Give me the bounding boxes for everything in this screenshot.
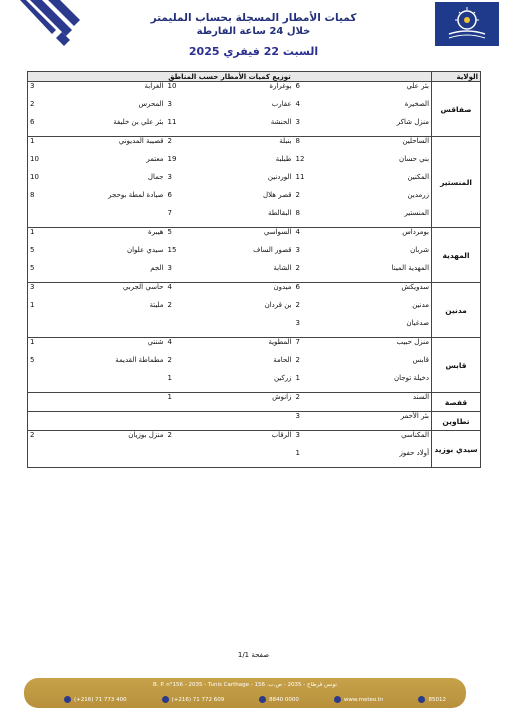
station-name: المنستير <box>404 209 430 217</box>
station-name: زانوش <box>224 393 294 412</box>
station-name: بئر الأحمر <box>329 412 432 431</box>
rain-value: 1 <box>294 449 329 468</box>
rain-value: 3 <box>294 431 329 450</box>
table-row <box>28 374 481 393</box>
station-name: الرقاب <box>224 431 294 450</box>
station-name: مليتة <box>149 301 164 309</box>
rain-value: 1 <box>166 393 224 412</box>
rain-value <box>28 209 103 228</box>
station-name: الحنشة <box>270 118 292 126</box>
station-name: زركين <box>273 374 292 382</box>
region-header: الولاية <box>432 72 481 82</box>
station-name: الحامة <box>273 356 292 364</box>
distribution-header: توزيع كميات الأمطار حسب المناطق <box>28 72 432 82</box>
station-name: السند <box>329 393 432 412</box>
rain-value: 11 <box>167 118 177 126</box>
station-name <box>103 319 166 338</box>
rain-value: 10 <box>28 173 103 191</box>
station-name: المحرس <box>138 100 164 108</box>
footer-contact-bar <box>24 678 466 708</box>
rain-value: 6 <box>167 191 172 199</box>
station-name: الوردنين <box>267 173 292 181</box>
page-subtitle: خلال 24 ساعة الفارطة <box>196 26 311 37</box>
footer-phone-1: (+216) 71 773 400 <box>74 696 127 703</box>
rain-value: 5 <box>28 356 103 374</box>
station-name: بنبلة <box>224 137 294 156</box>
governorate-name: المهدية <box>432 228 481 283</box>
station-name: منزل بوزيان <box>103 431 166 450</box>
table-row <box>28 191 481 209</box>
rain-value <box>166 319 224 338</box>
rain-value: 3 <box>295 118 300 126</box>
station-name: صيادة لمطة بوحجر <box>108 191 164 199</box>
governorate-name: مدنين <box>432 283 481 338</box>
rain-value: 1 <box>295 374 300 382</box>
station-name: طبلبة <box>275 155 292 163</box>
rain-value: 7 <box>167 209 172 217</box>
table-row <box>28 118 481 137</box>
station-name: السواسي <box>224 228 294 247</box>
rain-value: 4 <box>166 283 224 302</box>
rain-value: 8 <box>28 191 103 209</box>
governorate-name: قفصة <box>432 393 481 412</box>
table-row <box>28 283 481 302</box>
table-row <box>28 82 481 101</box>
table-row <box>28 173 481 191</box>
footer-phone-3: 8840 0000 <box>269 696 299 703</box>
station-name: قابس <box>412 356 430 364</box>
station-name: الشابة <box>273 264 292 272</box>
governorate-name: سيدي بوزيد <box>432 431 481 468</box>
rain-value: 6 <box>28 118 103 137</box>
station-name: بن قردان <box>264 301 292 309</box>
station-name: الصخيرة <box>404 100 430 108</box>
rain-value: 2 <box>295 191 300 199</box>
rain-value: 1 <box>28 137 103 156</box>
rain-value: 2 <box>295 264 300 272</box>
table-row <box>28 228 481 247</box>
station-name: سدويكش <box>329 283 432 302</box>
rain-value <box>28 319 103 338</box>
table-row <box>28 412 481 431</box>
table-row <box>28 209 481 228</box>
station-name: هيبرة <box>103 228 166 247</box>
rain-value: 2 <box>295 356 300 364</box>
table-row <box>28 100 481 118</box>
station-name: بوغرارة <box>224 82 294 101</box>
rain-value: 5 <box>28 264 103 283</box>
rain-value: 19 <box>167 155 177 163</box>
phone-icon <box>64 696 71 703</box>
rain-value: 3 <box>167 100 172 108</box>
rain-value: 4 <box>166 338 224 357</box>
meteo-logo <box>435 2 499 46</box>
rain-value: 2 <box>167 301 172 309</box>
table-row <box>28 449 481 468</box>
rain-value: 2 <box>167 356 172 364</box>
station-name: البقالطة <box>268 209 292 217</box>
rain-value <box>28 374 103 393</box>
footer-sms: 85012 <box>428 696 446 703</box>
station-name: بومرداس <box>329 228 432 247</box>
rain-value: 1 <box>28 228 103 247</box>
table-row <box>28 246 481 264</box>
rain-value <box>28 449 103 468</box>
report-date: السبت 22 فيفري 2025 <box>188 45 319 58</box>
rain-value: 8 <box>294 137 329 156</box>
station-name: سيدي علوان <box>126 246 164 254</box>
rain-value: 5 <box>28 246 103 264</box>
rain-value: 3 <box>294 412 329 431</box>
rain-value: 2 <box>28 100 103 118</box>
rain-value: 3 <box>28 82 103 101</box>
rainfall-table <box>27 71 480 468</box>
rain-value: 1 <box>28 301 103 319</box>
rain-value: 2 <box>294 393 329 412</box>
rain-value: 6 <box>294 283 329 302</box>
station-name: صدغيان <box>406 319 430 327</box>
station-name: شنني <box>103 338 166 357</box>
station-name <box>103 449 166 468</box>
station-name: زرمدين <box>407 191 430 199</box>
station-name: قصور الساف <box>253 246 292 254</box>
table-row <box>28 431 481 450</box>
station-name: منزل حبيب <box>329 338 432 357</box>
station-name: المطوية <box>224 338 294 357</box>
station-name: قصر هلال <box>263 191 292 199</box>
table-row <box>28 155 481 173</box>
sms-icon <box>418 696 425 703</box>
governorate-name: المنستير <box>432 137 481 228</box>
rain-value: 2 <box>166 137 224 156</box>
rain-value: 2 <box>166 431 224 450</box>
fax-icon <box>162 696 169 703</box>
station-name <box>224 449 294 468</box>
station-name: أولاد حفوز <box>329 449 432 468</box>
station-name: عقارب <box>271 100 292 108</box>
rain-value <box>166 412 224 431</box>
rain-value: 7 <box>294 338 329 357</box>
rain-value: 8 <box>295 209 300 217</box>
table-row <box>28 319 481 338</box>
rain-value <box>28 412 103 431</box>
rain-value: 3 <box>167 264 172 272</box>
rain-value: 15 <box>167 246 177 254</box>
globe-icon <box>334 696 341 703</box>
table-row <box>28 338 481 357</box>
rain-value: 3 <box>28 283 103 302</box>
station-name: الجم <box>150 264 164 272</box>
station-name: مطماطة القديمة <box>115 356 164 364</box>
station-name: منزل شاكر <box>396 118 430 126</box>
rain-value: 11 <box>295 173 305 181</box>
footer-phone-2: (+216) 71 772 609 <box>171 696 225 703</box>
page-title: كميات الأمطار المسجلة بحساب المليمتر <box>150 12 357 24</box>
station-name: المكنين <box>407 173 430 181</box>
table-row <box>28 356 481 374</box>
station-name: المكناسي <box>329 431 432 450</box>
station-name: ميدون <box>224 283 294 302</box>
station-name: المهدية المينا <box>391 264 430 272</box>
station-name <box>224 412 294 431</box>
table-header-row <box>28 72 481 82</box>
rain-value: 3 <box>295 319 300 327</box>
rain-value <box>28 393 103 412</box>
rain-value <box>166 449 224 468</box>
table-row <box>28 393 481 412</box>
station-name: الغرابة <box>103 82 166 101</box>
rain-value: 4 <box>295 100 300 108</box>
rain-value: 5 <box>166 228 224 247</box>
station-name: بئر علي <box>329 82 432 101</box>
governorate-name: صفاقس <box>432 82 481 137</box>
station-name <box>103 209 166 228</box>
station-name: بئر علي بن خليفة <box>113 118 164 126</box>
station-name: مدنين <box>412 301 430 309</box>
rain-value: 1 <box>28 338 103 357</box>
station-name <box>103 374 166 393</box>
rain-value: 10 <box>28 155 103 173</box>
footer-address: B. P. n°156 - 2035 - Tunis Carthage - تونس قرطاج - 2035 - ص.ب. 156 <box>153 682 337 688</box>
rain-value: 4 <box>294 228 329 247</box>
station-name: دخيلة توجان <box>393 374 430 382</box>
rain-value: 1 <box>167 374 172 382</box>
rain-value: 2 <box>295 301 300 309</box>
station-name <box>224 319 294 338</box>
hotline-icon <box>259 696 266 703</box>
rain-value: 10 <box>166 82 224 101</box>
station-name <box>103 412 166 431</box>
station-name: معتمر <box>146 155 164 163</box>
station-name: شربان <box>410 246 430 254</box>
station-name: الساحلين <box>329 137 432 156</box>
page-number: صفحة 1/1 <box>237 651 270 659</box>
rain-value: 3 <box>167 173 172 181</box>
rain-value: 2 <box>28 431 103 450</box>
governorate-name: تطاوين <box>432 412 481 431</box>
rain-value: 6 <box>294 82 329 101</box>
table-row <box>28 137 481 156</box>
station-name <box>103 393 166 412</box>
station-name: حاسي الجربي <box>103 283 166 302</box>
rain-value: 12 <box>295 155 305 163</box>
station-name: قصيبة المديوني <box>103 137 166 156</box>
governorate-name: قابس <box>432 338 481 393</box>
table-row <box>28 301 481 319</box>
footer-website[interactable]: www.meteo.tn <box>343 696 384 703</box>
station-name: جمال <box>147 173 164 181</box>
rain-value: 3 <box>295 246 300 254</box>
station-name: بني حسان <box>399 155 430 163</box>
table-row <box>28 264 481 283</box>
